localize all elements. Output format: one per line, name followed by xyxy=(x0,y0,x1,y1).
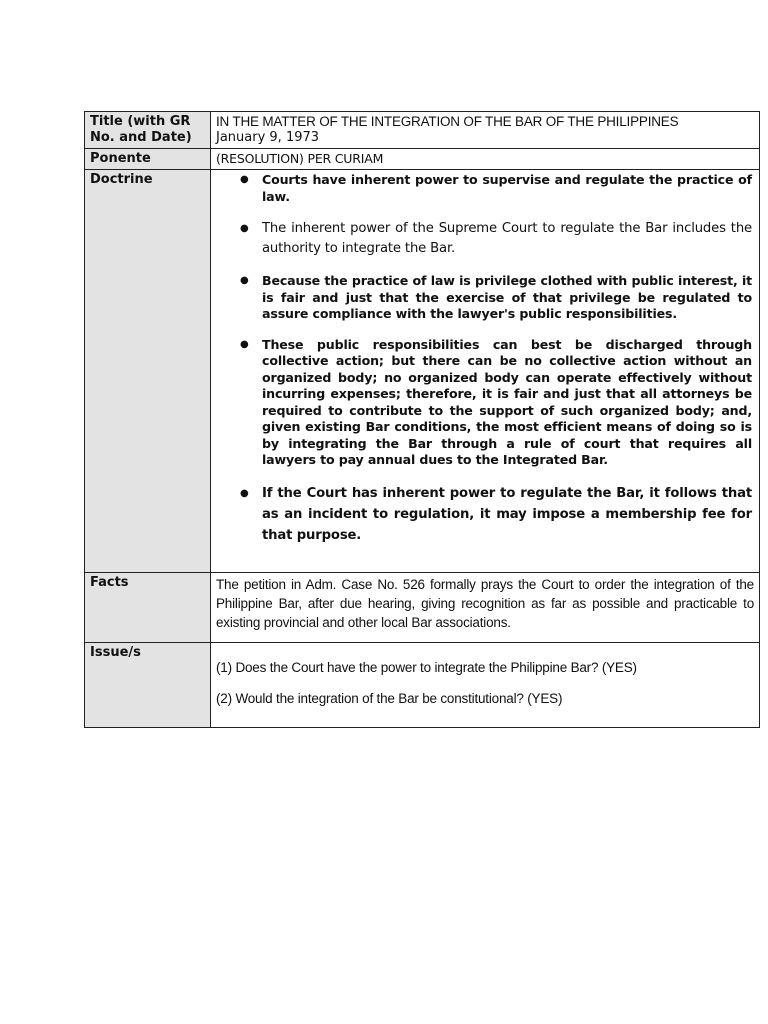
doctrine-item xyxy=(216,483,752,546)
title-label: Title (with GR No. and Date) xyxy=(85,112,211,149)
doctrine-item-text: Because the practice of law is privilege clothed with public interest, it is fair and just that the exercise of that privilege be regulated to assure compliance with the lawyer's public responsibilities. xyxy=(262,273,752,321)
case-digest-page xyxy=(84,111,760,728)
case-date: January 9, 1973 xyxy=(216,130,320,145)
doctrine-item xyxy=(216,172,752,205)
doctrine-item xyxy=(216,337,752,469)
case-digest-table xyxy=(84,111,760,728)
ponente-row xyxy=(85,149,760,170)
bullet-icon: ● xyxy=(240,338,249,350)
facts-label: Facts xyxy=(85,572,211,642)
bullet-icon: ● xyxy=(240,275,249,286)
doctrine-item xyxy=(216,219,752,259)
facts-value xyxy=(211,572,760,642)
doctrine-item-text: The inherent power of the Supreme Court to regulate the Bar includes the authority to integrate the Bar. xyxy=(262,221,752,256)
doctrine-item xyxy=(216,273,752,323)
doctrine-value xyxy=(211,170,760,573)
issue-item: (2) Would the integration of the Bar be constitutional? (YES) xyxy=(216,690,563,706)
issue-item: (1) Does the Court have the power to integrate the Philippine Bar? (YES) xyxy=(216,659,637,675)
doctrine-list xyxy=(216,172,754,570)
doctrine-item-text: If the Court has inherent power to regulate the Bar, it follows that as an incident to regulation, it may impose a membership fee for that purpose. xyxy=(262,485,752,543)
facts-text: The petition in Adm. Case No. 526 formally prays the Court to order the integration of the Philippine Bar, after due hearing, giving recognition as far as possible and practicable to existing provincial and other local Bar associations. xyxy=(216,576,754,630)
title-value xyxy=(211,112,760,149)
doctrine-item-text: These public responsibilities can best be discharged through collective action; but there can be no collective action without an organized body; no organized body can operate effectively without incurring expenses; therefore, it is fair and just that all attorneys be required to contribute to the support of such organized body; and, given existing Bar conditions, the most efficient means of doing so is by integrating the Bar through a rule of court that requires all lawyers to pay annual dues to the Integrated Bar. xyxy=(262,336,752,467)
issues-label: Issue/s xyxy=(85,642,211,727)
issues-row xyxy=(85,642,760,727)
doctrine-item-text: Courts have inherent power to supervise and regulate the practice of law. xyxy=(262,172,752,204)
ponente-label: Ponente xyxy=(85,149,211,170)
title-row xyxy=(85,112,760,149)
case-name: IN THE MATTER OF THE INTEGRATION OF THE BAR OF THE PHILIPPINES xyxy=(216,114,679,129)
doctrine-row xyxy=(85,170,760,573)
bullet-icon: ● xyxy=(240,487,249,499)
bullet-icon: ● xyxy=(240,174,249,185)
bullet-icon: ● xyxy=(240,223,249,234)
doctrine-label: Doctrine xyxy=(85,170,211,573)
ponente-value: (RESOLUTION) PER CURIAM xyxy=(211,149,760,170)
issues-value xyxy=(211,642,760,727)
facts-row xyxy=(85,572,760,642)
